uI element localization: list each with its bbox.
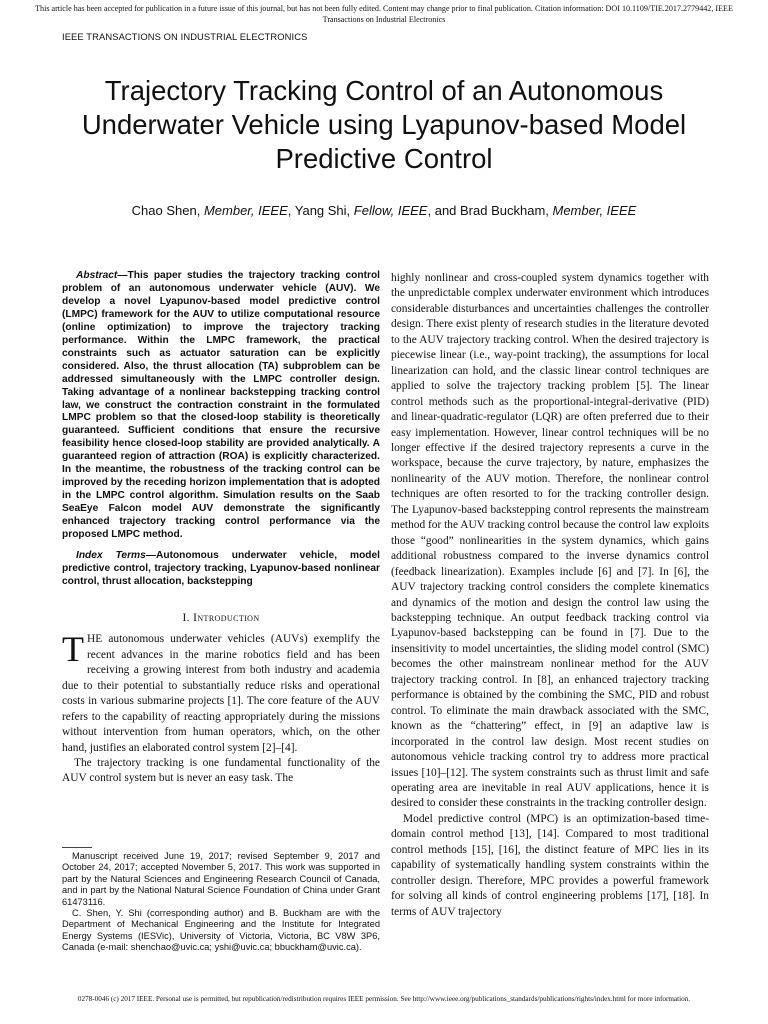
copyright-notice: 0278-0046 (c) 2017 IEEE. Personal use is permitted, but republication/redistribution requires IEEE permission. See http://www.ieee.org/publications_standards/publications/rights/index.html for more information. [77,995,691,1003]
running-header: IEEE TRANSACTIONS ON INDUSTRIAL ELECTRONICS [62,31,308,42]
abstract-lead: Abstract [76,270,118,281]
author-2-role: Fellow, IEEE [353,203,428,218]
section-number: I. [182,611,194,624]
paper-title: Trajectory Tracking Control of an Autonomous Underwater Vehicle using Lyapunov-based Model Predictive Control [81,75,687,174]
section-heading-introduction [62,611,380,626]
publication-notice: This article has been accepted for publication in a future issue of this journal, but has not been fully edited. Content may change prior to final publication. Citation information: DOI 10.1109/TIE.2017.2779442, IEEE Transactions on Industrial Electronics [35,4,733,24]
footnote-rule [62,847,92,848]
index-terms [62,550,380,589]
footnote-manuscript: Manuscript received June 19, 2017; revised September 9, 2017 and October 24, 2017; accepted November 5, 2017. This work was supported in part by the Natural Sciences and Engineering Research Council of Canada, and in part by the National Natural Science Foundation of China under Grant 61473116. [62,851,380,907]
author-1: Chao Shen, [131,203,204,218]
author-3-role: Member, IEEE [552,203,637,218]
index-terms-lead: Index Terms [76,550,146,562]
right-paragraph-1: highly nonlinear and cross-coupled system dynamics together with the unpredictable complex underwater environment which introduces considerable disturbances and uncertainties challenges the controller design. There exist plenty of research studies in the literature devoted to the AUV trajectory tracking control. When the desired trajectory is piecewise linear (i.e., way-point tracking), the assumptions for local linearization can hold, and the classic linear control techniques are applied to solve the trajectory tracking problem [5]. The linear control methods such as the proportional-integral-derivative (PID) and linear-quadratic-regulator (LQR) are often preferred due to their easy implementation. However, linear control techniques will be no longer effective if the desired trajectory represents a curve in the workspace, because the curve trajectory, by nature, emphasizes the nonlinearity of the AUV motion. Therefore, the nonlinear control techniques are often resorted to for the tracking controller design. The Lyapunov-based backstepping control represents the mainstream method for the AUV tracking control because the control law exploits those “good” nonlinearities in the system dynamics, which gains additional robustness compared to the inverse dynamics control (feedback linearization). Examples include [6] and [7]. In [6], the AUV trajectory tracking control considers the complete kinematics and dynamics of the motion and design the control law using the backstepping technique. An output feedback tracking control via Lyapunov-based backstepping can be found in [7]. Due to the insensitivity to model uncertainties, the sliding model control (SMC) becomes the other mainstream nonlinear method for the AUV trajectory tracking control. In [8], an enhanced trajectory tracking performance is obtained by the combining the SMC, PID and robust control. To eliminate the main drawback associated with the SMC, known as the “chattering” effect, in [9] an adaptive law is incorporated in the control law design. Most recent studies on autonomous vehicle tracking control try to address more practical issues [10]–[12]. The system constraints such as thrust limit and safe operating area are inevitable in real AUV applications, hence it is desired to consider these constraints in the tracking controller design. [391,272,710,810]
abstract-text: —This paper studies the trajectory tracking control problem of an autonomous underwater vehicle (AUV). We develop a novel Lyapunov-based model predictive control (LMPC) framework for the AUV to utilize computational resource (online optimization) to improve the trajectory tracking performance. Within the LMPC framework, the practical constraints such as actuator saturation can be explicitly considered. Also, the thrust allocation (TA) subproblem can be addressed simultaneously with the LMPC controller design. Taking advantage of a nonlinear backstepping tracking control law, we construct the contraction constraint in the formulated LMPC problem so that the closed-loop stability is theoretically guaranteed. Sufficient conditions that ensure the recursive feasibility hence closed-loop stability are provided analytically. A guaranteed region of attraction (ROA) is explicitly characterized. In the meantime, the robustness of the tracking control can be improved by the receding horizon implementation that is adopted in the LMPC control algorithm. Simulation results on the Saab SeaEye Falcon model AUV demonstrate the significantly enhanced trajectory tracking control performance via the proposed LMPC method. [62,270,380,541]
footnotes [62,851,380,954]
intro-paragraph-1 [62,629,380,756]
author-3: , and Brad Buckham, [427,203,553,218]
right-column [391,271,709,920]
author-2: , Yang Shi, [287,203,354,218]
author-1-role: Member, IEEE [203,203,288,218]
left-column [62,270,380,787]
drop-cap: T [62,629,84,670]
right-paragraph-2: Model predictive control (MPC) is an optimization-based time-domain control method [13], [14]. Compared to most traditional control methods [15], [16], the distinct feature of MPC lies in its capability of systematically handling system constraints within the controller design. Therefore, MPC provides a powerful framework for solving all kinds of control engineering problems [17], [18]. In terms of AUV trajectory [391,812,709,918]
abstract [62,270,380,542]
footnote-affiliation: C. Shen, Y. Shi (corresponding author) and B. Buckham are with the Department of Mechanical Engineering and the Institute for Integrated Energy Systems (IESVic), University of Victoria, Victoria, BC V8W 3P6, Canada (e-mail: shenchao@uvic.ca; yshi@uvic.ca; bbuckham@uvic.ca). [62,908,380,953]
intro-paragraph-2: The trajectory tracking is one fundamental functionality of the AUV control system but is never an easy task. The [62,756,380,785]
author-list [40,203,728,218]
intro-paragraph-1-text: HE autonomous underwater vehicles (AUVs) exemplify the recent advances in the marine robotics field and has been receiving a growing interest from both industry and academia due to their potential to substantially reduce risks and operational costs in various submarine projects [1]. The core feature of the AUV refers to the capability of reacting appropriately during the missions without intervention from human operators, which, on the other hand, justifies an elaborated control system [2]–[4]. [62,633,380,754]
section-title: Introduction [193,611,260,624]
index-terms-text: —Autonomous underwater vehicle, model predictive control, trajectory tracking, Lyapunov-based nonlinear control, thrust allocation, backstepping [62,550,381,587]
